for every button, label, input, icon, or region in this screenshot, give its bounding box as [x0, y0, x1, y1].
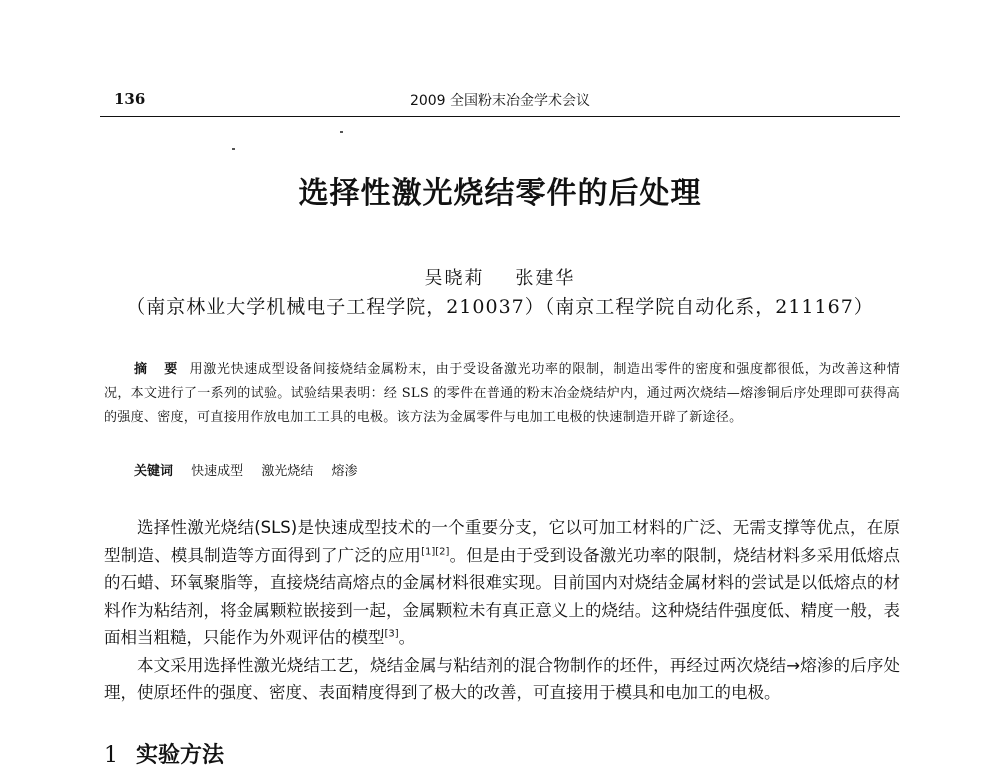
authors: 吴晓莉 张建华: [424, 268, 576, 289]
abstract-label: 摘 要: [134, 362, 184, 377]
header-rule: [100, 116, 900, 117]
section-heading: [104, 738, 224, 769]
affiliations: （南京林业大学机械电子工程学院，210037）（南京工程学院自动化系，211167）: [126, 296, 874, 318]
body-text: [104, 514, 900, 707]
citation-ref: [3]: [384, 628, 399, 640]
scan-speck: [232, 148, 235, 150]
abstract-text: 用激光快速成型设备间接烧结金属粉末，由于受设备激光功率的限制，制造出零件的密度和强度都很低，为改善这种情况，本文进行了一系列的试验。试验结果表明：经 SLS 的零件在普通的粉末冶金烧结炉内，通过两次烧结—熔渗铜后序处理即可获得高的强度、密度，可直接用作放电加工工具的电极。该方法为金属零件与电加工电极的快速制造开辟了新途径。: [104, 362, 900, 425]
paragraph-1-text-c: 。: [398, 628, 416, 647]
section-title: 实验方法: [136, 742, 225, 768]
section-number: 1: [104, 743, 118, 768]
keyword: 激光烧结: [261, 464, 314, 479]
paragraph-1: [104, 514, 900, 652]
paragraph-1-text-a: 选择性激光烧结(SLS)是快速成型技术的一个重要分支，它以可加工材料的广泛、无需支撑等优点，在原型制造、模具制造等方面得到了广泛的应用: [104, 518, 900, 565]
keyword: 熔渗: [331, 464, 358, 479]
keyword: 快速成型: [191, 464, 244, 479]
scan-speck: [340, 131, 343, 133]
page-number: 136: [114, 90, 146, 108]
keywords-label: 关键词: [134, 464, 174, 479]
paragraph-1-text-b: 。但是由于受到设备激光功率的限制，烧结材料多采用低熔点的石蜡、环氧聚脂等，直接烧结高熔点的金属材料很难实现。目前国内对烧结金属材料的尝试是以低熔点的材料作为粘结剂，将金属颗粒嵌接到一起，金属颗粒未有真正意义上的烧结。这种烧结件强度低、精度一般，表面相当粗糙，只能作为外观评估的模型: [104, 545, 901, 647]
citation-ref: [1][2]: [421, 546, 450, 557]
conference-title: 2009 全国粉末冶金学术会议: [409, 93, 591, 109]
running-header: [100, 90, 900, 114]
paragraph-2: 本文采用选择性激光烧结工艺，烧结金属与粘结剂的混合物制作的坯件，再经过两次烧结→熔渗的后序处理，使原坯件的强度、密度、表面精度得到了极大的改善，可直接用于模具和电加工的电极。: [104, 655, 900, 702]
keywords: [134, 460, 371, 479]
paper-title: 选择性激光烧结零件的后处理: [298, 176, 702, 211]
abstract: [104, 358, 900, 430]
